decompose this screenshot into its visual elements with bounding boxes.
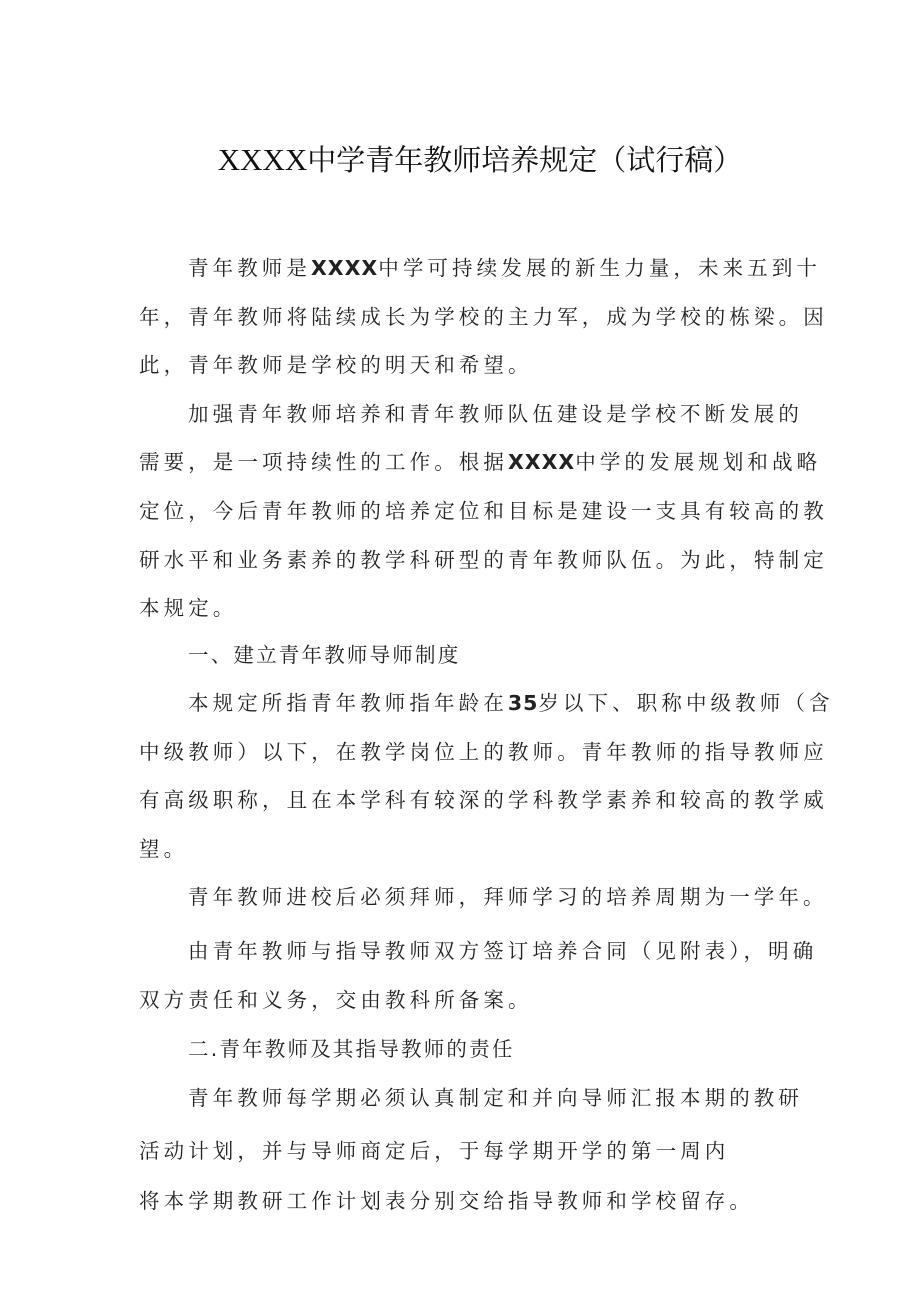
paragraph-1-line-1: 青年教师是XXXX中学可持续发展的新生力量，未来五到十 [188,256,822,280]
paragraph-2-line-4: 研水平和业务素养的教学科研型的青年教师队伍。为此，特制定 [139,548,828,572]
paragraph-2-line-2: 需要，是一项持续性的工作。根据XXXX中学的发展规划和战略 [139,450,822,474]
paragraph-3-line-1: 本规定所指青年教师指年龄在35岁以下、职称中级教师（含 [188,691,834,715]
paragraph-6-line-2: 活动计划，并与导师商定后，于每学期开学的第一周内 [139,1139,730,1163]
paragraph-2-line-3: 定位，今后青年教师的培养定位和目标是建设一支具有较高的教 [139,499,828,523]
title-school-code: XXXX [217,142,308,177]
paragraph-5-line-1: 由青年教师与指导教师双方签订培养合同（见附表），明确 [188,939,818,963]
paragraph-1-line-3: 此，青年教师是学校的明天和希望。 [139,353,533,377]
section-heading-1: 一、建立青年教师导师制度 [188,643,461,667]
paragraph-1-line-2: 年，青年教师将陆续成长为学校的主力军，成为学校的栋梁。因 [139,305,828,329]
age-value: 35 [507,691,539,715]
paragraph-3-line-3: 有高级职称，且在本学科有较深的学科教学素养和较高的教学威 [139,788,828,812]
paragraph-4: 青年教师进校后必须拜师，拜师学习的培养周期为一学年。 [188,885,828,909]
document-title [0,138,920,179]
title-text: 中学青年教师培养规定（试行稿） [307,143,743,177]
school-code: XXXX [508,450,576,474]
school-code: XXXX [311,256,379,280]
paragraph-2-line-5: 本规定。 [139,596,238,620]
paragraph-3-line-2: 中级教师）以下，在教学岗位上的教师。青年教师的指导教师应 [139,740,828,764]
section-heading-2: 二.青年教师及其指导教师的责任 [188,1037,515,1061]
paragraph-3-line-4: 望。 [139,837,189,861]
paragraph-5-line-2: 双方责任和义务，交由教科所备案。 [139,988,533,1012]
paragraph-2-line-1: 加强青年教师培养和青年教师队伍建设是学校不断发展的 [188,402,803,426]
paragraph-6-line-1: 青年教师每学期必须认真制定和并向导师汇报本期的教研 [188,1086,803,1110]
paragraph-6-line-3: 将本学期教研工作计划表分别交给指导教师和学校留存。 [139,1189,754,1213]
